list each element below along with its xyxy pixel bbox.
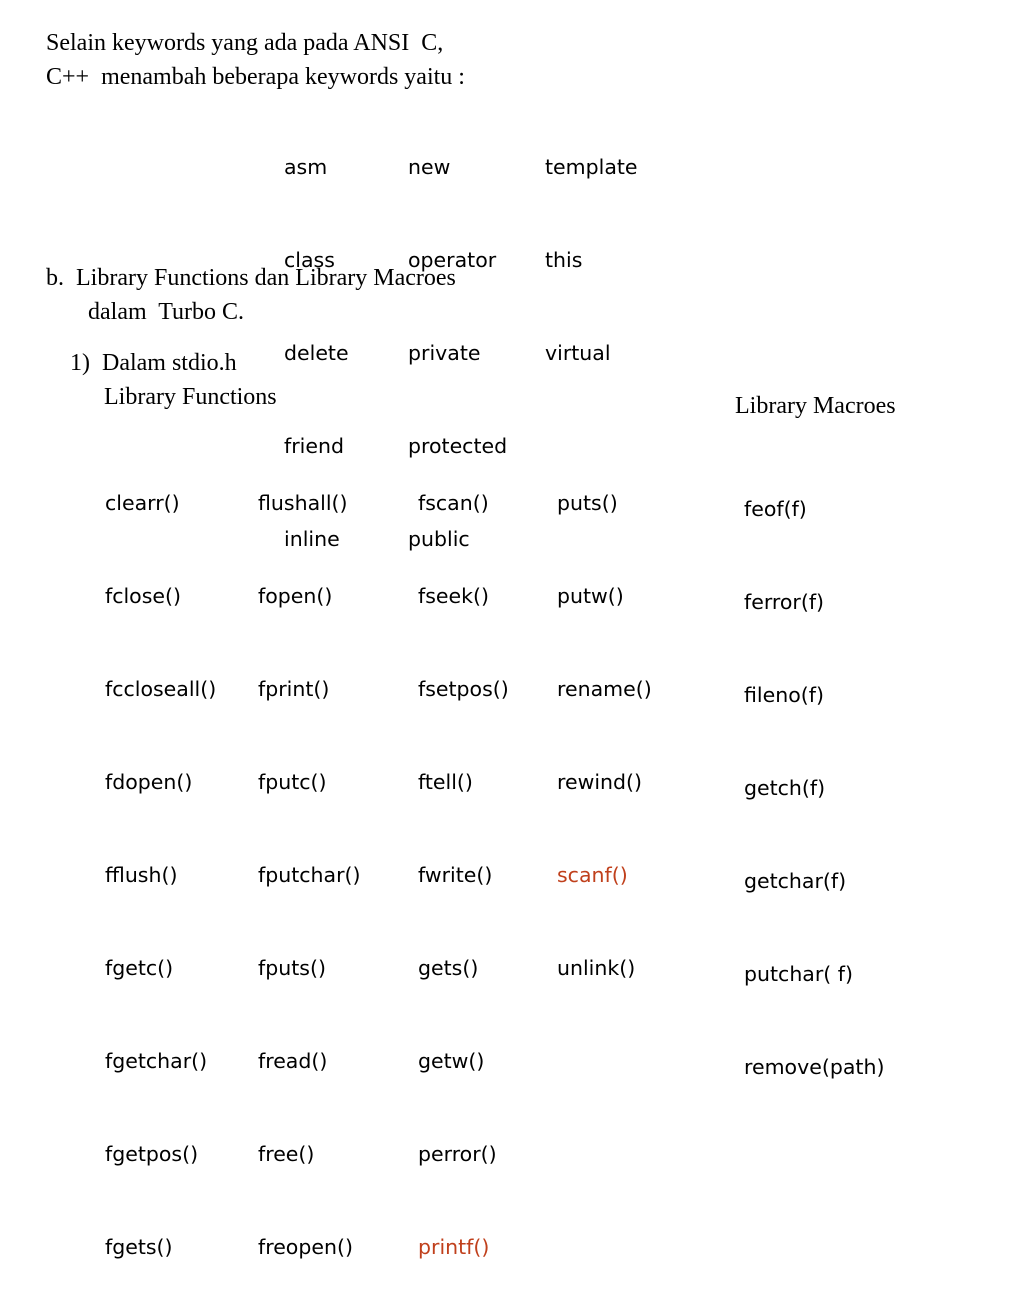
keyword: class	[284, 248, 335, 272]
function-name: unlink()	[557, 956, 636, 980]
function-name: rewind()	[557, 770, 643, 794]
function-name-highlighted: scanf()	[557, 863, 628, 887]
function-name: fscan()	[418, 491, 489, 515]
functions-column-4	[557, 426, 652, 1015]
function-name: fprint()	[258, 677, 330, 701]
function-name: fwrite()	[418, 863, 493, 887]
keyword: delete	[284, 341, 349, 365]
function-name: fgetchar()	[105, 1049, 208, 1073]
function-name: freopen()	[258, 1235, 353, 1259]
function-name: gets()	[418, 956, 479, 980]
function-name: fputs()	[258, 956, 326, 980]
keyword: new	[408, 155, 451, 179]
function-name: perror()	[418, 1142, 497, 1166]
function-name: fputc()	[258, 770, 327, 794]
keyword: this	[545, 248, 583, 272]
function-name: ftell()	[418, 770, 473, 794]
keyword: operator	[408, 248, 497, 272]
function-name: fgetc()	[105, 956, 174, 980]
function-name: fsetpos()	[418, 677, 509, 701]
keyword: template	[545, 155, 638, 179]
function-name: fgetpos()	[105, 1142, 199, 1166]
function-name: fdopen()	[105, 770, 193, 794]
functions-heading: Library Functions	[104, 384, 277, 410]
macro-name: fileno(f)	[744, 683, 824, 707]
keyword: inline	[284, 527, 340, 551]
macro-name: getch(f)	[744, 776, 826, 800]
macros-heading: Library Macroes	[735, 393, 896, 419]
intro-line-2: C++ menambah beberapa keywords yaitu :	[46, 64, 465, 90]
function-name: free()	[258, 1142, 315, 1166]
macro-name: feof(f)	[744, 497, 807, 521]
function-name: clearr()	[105, 491, 180, 515]
keyword: private	[408, 341, 481, 365]
function-name: putw()	[557, 584, 624, 608]
keyword: virtual	[545, 341, 611, 365]
function-name: fccloseall()	[105, 677, 217, 701]
function-name: getw()	[418, 1049, 485, 1073]
function-name: fopen()	[258, 584, 333, 608]
macro-name: ferror(f)	[744, 590, 825, 614]
function-name: fread()	[258, 1049, 328, 1073]
function-name: fputchar()	[258, 863, 361, 887]
keyword: asm	[284, 155, 328, 179]
functions-column-2	[258, 426, 361, 1294]
functions-column-1	[105, 426, 216, 1294]
macro-name: getchar(f)	[744, 869, 847, 893]
macro-name: putchar( f)	[744, 962, 854, 986]
macros-list	[744, 432, 884, 1114]
keyword: friend	[284, 434, 344, 458]
function-name: puts()	[557, 491, 618, 515]
section-b-line-2: dalam Turbo C.	[88, 299, 245, 325]
function-name: fflush()	[105, 863, 178, 887]
keyword: protected	[408, 434, 508, 458]
function-name: rename()	[557, 677, 652, 701]
function-name: fseek()	[418, 584, 489, 608]
functions-column-3	[418, 426, 509, 1294]
function-name: flushall()	[258, 491, 348, 515]
function-name-highlighted: printf()	[418, 1235, 490, 1259]
section-b-line-1: b. Library Functions dan Library Macroes	[46, 265, 456, 291]
subsection-title: 1) Dalam stdio.h	[70, 350, 237, 376]
intro-line-1: Selain keywords yang ada pada ANSI C,	[46, 30, 444, 56]
keyword: public	[408, 527, 470, 551]
function-name: fclose()	[105, 584, 182, 608]
function-name: fgets()	[105, 1235, 173, 1259]
keywords-column-3	[545, 90, 638, 400]
macro-name: remove(path)	[744, 1055, 885, 1079]
